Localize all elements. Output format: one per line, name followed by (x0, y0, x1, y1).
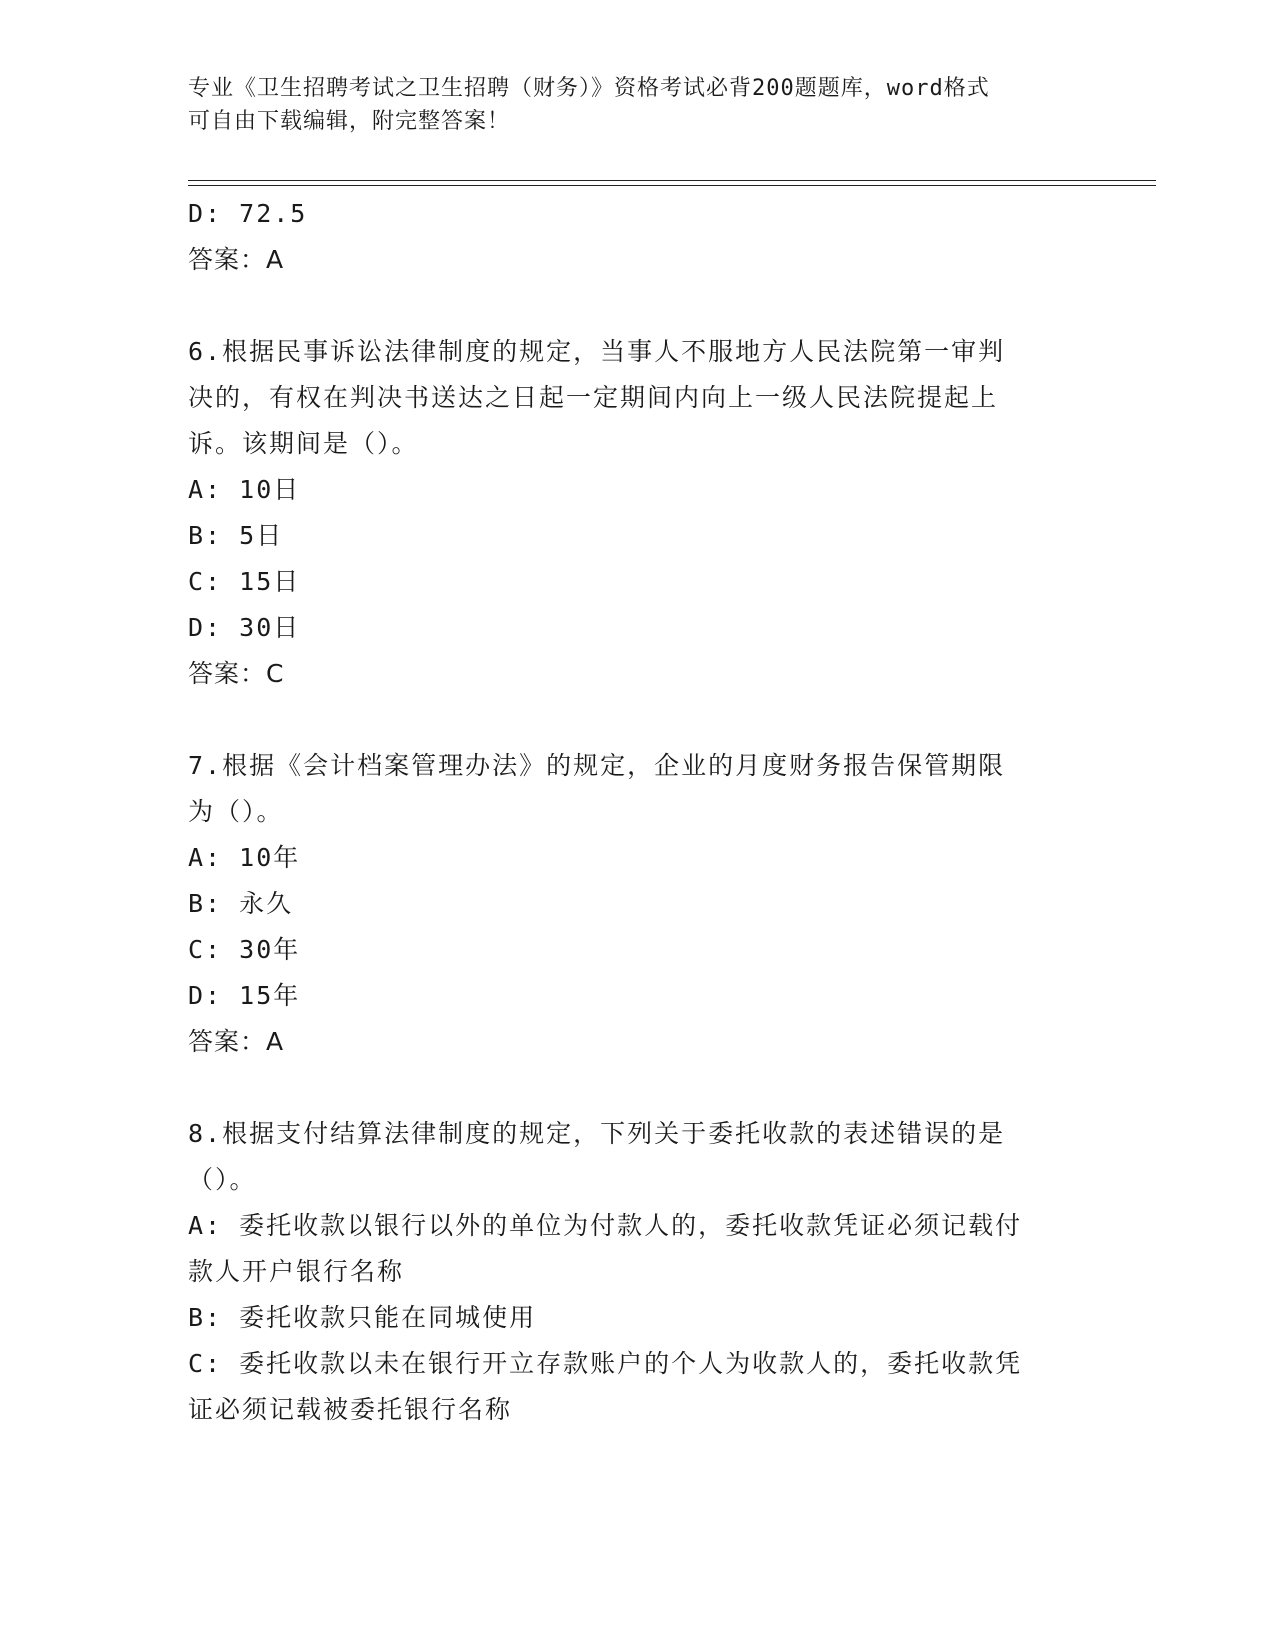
spacer (188, 1065, 1088, 1111)
option-c-continued: 证必须记载被委托银行名称 (188, 1395, 513, 1424)
document-header (188, 72, 1068, 138)
question-text: 诉。该期间是（）。 (188, 429, 419, 458)
option-a-continued: 款人开户银行名称 (188, 1257, 405, 1286)
previous-question-tail (188, 191, 1088, 283)
option-d: D: 72.5 (188, 199, 308, 228)
question-content (188, 191, 1088, 1433)
question-text: 7.根据《会计档案管理办法》的规定，企业的月度财务报告保管期限 (188, 751, 1006, 780)
option-c: C: 委托收款以未在银行开立存款账户的个人为收款人的，委托收款凭 (188, 1349, 1023, 1378)
option-d: D: 30日 (188, 613, 301, 642)
option-a: A: 10年 (188, 843, 301, 872)
option-b: B: 永久 (188, 889, 294, 918)
header-divider-top (188, 180, 1156, 181)
question-text: 为（）。 (188, 797, 284, 826)
question-7 (188, 743, 1088, 1065)
option-a: A: 委托收款以银行以外的单位为付款人的，委托收款凭证必须记载付 (188, 1211, 1023, 1240)
option-b: B: 委托收款只能在同城使用 (188, 1303, 537, 1332)
question-text: （）。 (188, 1165, 257, 1194)
header-line-2: 可自由下载编辑，附完整答案！ (188, 109, 511, 134)
header-line-1: 专业《卫生招聘考试之卫生招聘（财务）》资格考试必背200题题库，word格式 (188, 76, 990, 101)
question-6 (188, 329, 1088, 697)
question-text: 8.根据支付结算法律制度的规定，下列关于委托收款的表述错误的是 (188, 1119, 1006, 1148)
question-8 (188, 1111, 1088, 1433)
spacer (188, 697, 1088, 743)
option-c: C: 15日 (188, 567, 301, 596)
header-divider-bottom (188, 185, 1156, 186)
option-c: C: 30年 (188, 935, 301, 964)
option-b: B: 5日 (188, 521, 284, 550)
option-a: A: 10日 (188, 475, 301, 504)
answer: 答案：A (188, 245, 285, 274)
option-d: D: 15年 (188, 981, 301, 1010)
question-text: 决的，有权在判决书送达之日起一定期间内向上一级人民法院提起上 (188, 383, 999, 412)
answer: 答案：C (188, 659, 285, 688)
spacer (188, 283, 1088, 329)
question-text: 6.根据民事诉讼法律制度的规定，当事人不服地方人民法院第一审判 (188, 337, 1006, 366)
answer: 答案：A (188, 1027, 285, 1056)
